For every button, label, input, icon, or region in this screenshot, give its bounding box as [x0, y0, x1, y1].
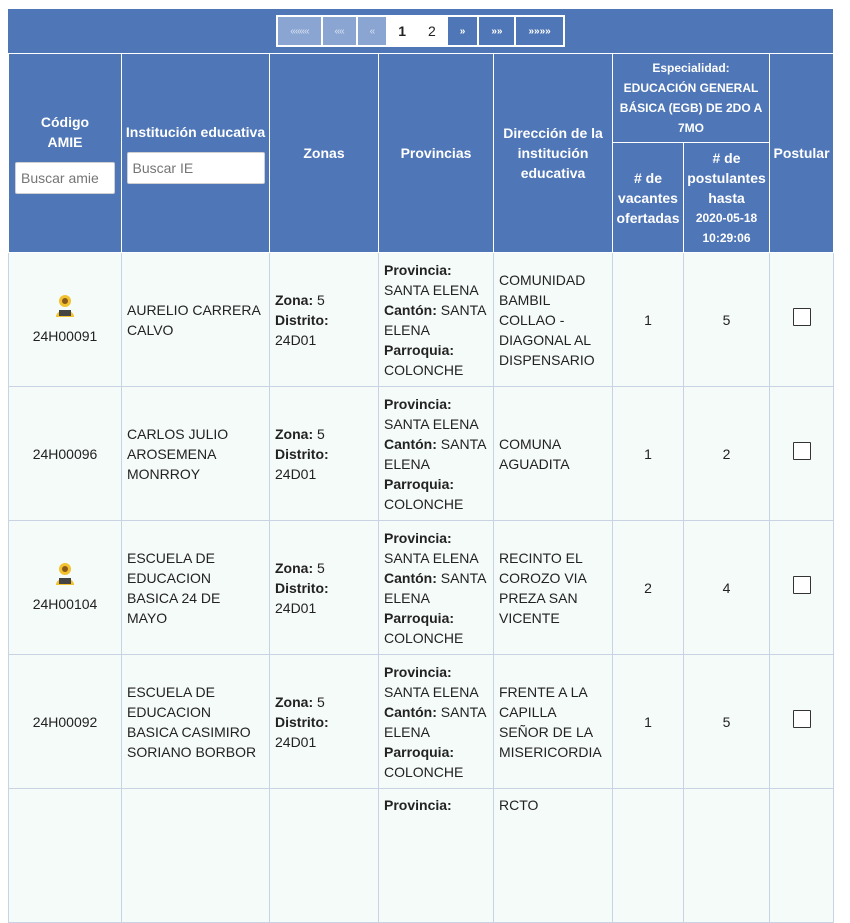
col-postulantes — [684, 143, 770, 253]
page-2-button[interactable]: 2 — [418, 17, 448, 45]
cell-direccion — [494, 387, 613, 521]
col-postulantes-date: 2020-05-18 10:29:06 — [695, 210, 758, 245]
distrito-label: Distrito: — [275, 445, 329, 462]
distrito-label: Distrito: — [275, 713, 329, 730]
canton-label: Cantón: — [384, 569, 437, 586]
cell-institucion — [122, 521, 270, 655]
provincia-label: Provincia: — [384, 261, 452, 278]
cell-vacantes: 1 — [613, 253, 684, 387]
amie-code: 24H00092 — [32, 713, 98, 730]
institucion-name: ESCUELA DE EDUCACION BASICA CASIMIRO SORIANO BORBOR — [127, 683, 257, 760]
prev-block-button[interactable]: «« — [323, 17, 358, 45]
cell-postular — [770, 253, 834, 387]
user-avatar-icon — [54, 562, 76, 586]
cell-postular — [770, 655, 834, 789]
cell-zonas — [270, 387, 379, 521]
cell-direccion — [494, 521, 613, 655]
col-institucion-label: Institución educativa — [125, 124, 266, 140]
provincia-label: Provincia: — [384, 395, 452, 412]
col-especialidad — [613, 54, 770, 143]
cell-postular — [770, 521, 834, 655]
direccion-text: RCTO — [499, 797, 539, 813]
cell-institucion — [122, 655, 270, 789]
search-ie-input[interactable] — [127, 152, 265, 184]
cell-amie — [9, 253, 122, 387]
cell-direccion — [494, 655, 613, 789]
cell-provincias — [379, 253, 494, 387]
provincia-label: Provincia: — [384, 797, 452, 813]
vacantes-table-body — [9, 253, 834, 923]
postular-checkbox[interactable] — [793, 308, 811, 326]
table-row — [9, 655, 834, 789]
provincia-value: SANTA ELENA — [384, 549, 479, 566]
canton-value: SANTA ELENA — [384, 435, 486, 472]
cell-vacantes: 1 — [613, 655, 684, 789]
distrito-value: 24D01 — [275, 733, 317, 750]
vacantes-table — [8, 53, 834, 923]
page-1-button[interactable]: 1 — [388, 17, 418, 45]
cell-vacantes: 2 — [613, 521, 684, 655]
col-codigo-amie — [9, 54, 122, 253]
provincia-value: SANTA ELENA — [384, 281, 479, 298]
cell-vacantes — [613, 789, 684, 923]
cell-amie — [9, 521, 122, 655]
col-postulantes-label: # de postulantes hasta — [687, 149, 766, 206]
parroquia-value: COLONCHE — [384, 763, 464, 780]
cell-provincias — [379, 387, 494, 521]
cell-institucion — [122, 387, 270, 521]
col-provincias: Provincias — [379, 54, 494, 253]
institucion-name: CARLOS JULIO AROSEMENA MONRROY — [127, 425, 229, 482]
institucion-name: AURELIO CARRERA CALVO — [127, 301, 261, 338]
first-page-button[interactable]: «««« — [278, 17, 322, 45]
user-avatar-icon — [54, 294, 76, 318]
postular-checkbox[interactable] — [793, 576, 811, 594]
canton-value: SANTA ELENA — [384, 569, 486, 606]
zona-value: 5 — [317, 559, 325, 576]
cell-provincias — [379, 789, 494, 923]
cell-postulantes: 5 — [684, 655, 770, 789]
cell-zonas — [270, 655, 379, 789]
zona-value: 5 — [317, 291, 325, 308]
provincia-label: Provincia: — [384, 529, 452, 546]
distrito-value: 24D01 — [275, 331, 317, 348]
table-row — [9, 387, 834, 521]
cell-institucion — [122, 789, 270, 923]
col-postular: Postular — [770, 54, 834, 253]
col-vacantes: # de vacantes ofertadas — [613, 143, 684, 253]
parroquia-label: Parroquia: — [384, 609, 455, 626]
cell-zonas — [270, 253, 379, 387]
cell-provincias — [379, 655, 494, 789]
canton-value: SANTA ELENA — [384, 301, 486, 338]
parroquia-label: Parroquia: — [384, 341, 455, 358]
cell-provincias — [379, 521, 494, 655]
parroquia-label: Parroquia: — [384, 475, 455, 492]
cell-postulantes: 2 — [684, 387, 770, 521]
canton-value: SANTA ELENA — [384, 703, 486, 740]
zona-label: Zona: — [275, 425, 314, 442]
table-row — [9, 521, 834, 655]
table-row — [9, 789, 834, 923]
col-direccion: Dirección de la institución educativa — [494, 54, 613, 253]
cell-institucion — [122, 253, 270, 387]
zona-label: Zona: — [275, 559, 314, 576]
col-codigo-label: Código — [40, 114, 90, 130]
next-block-button[interactable]: »» — [479, 17, 516, 45]
postular-checkbox[interactable] — [793, 710, 811, 728]
canton-label: Cantón: — [384, 703, 437, 720]
direccion-text: RECINTO EL COROZO VIA PREZA SAN VICENTE — [499, 549, 587, 626]
zona-value: 5 — [317, 425, 325, 442]
amie-code: 24H00104 — [32, 595, 98, 612]
parroquia-value: COLONCHE — [384, 361, 464, 378]
distrito-value: 24D01 — [275, 599, 317, 616]
amie-code: 24H00091 — [32, 327, 98, 344]
zona-value: 5 — [317, 693, 325, 710]
especialidad-name: EDUCACIÓN GENERAL BÁSICA (EGB) DE 2DO A 7MO — [619, 81, 763, 135]
cell-postular — [770, 789, 834, 923]
cell-direccion — [494, 789, 613, 923]
cell-postular — [770, 387, 834, 521]
postulacion-panel — [8, 9, 833, 923]
zona-label: Zona: — [275, 693, 314, 710]
table-row — [9, 253, 834, 387]
distrito-value: 24D01 — [275, 465, 317, 482]
institucion-name: ESCUELA DE EDUCACION BASICA 24 DE MAYO — [127, 549, 221, 626]
parroquia-value: COLONCHE — [384, 629, 464, 646]
cell-postulantes: 4 — [684, 521, 770, 655]
cell-amie — [9, 387, 122, 521]
direccion-text: FRENTE A LA CAPILLA SEÑOR DE LA MISERICORDIA — [499, 683, 602, 760]
canton-label: Cantón: — [384, 301, 437, 318]
last-page-button[interactable]: »»»» — [516, 17, 562, 45]
distrito-label: Distrito: — [275, 311, 329, 328]
zona-label: Zona: — [275, 291, 314, 308]
canton-label: Cantón: — [384, 435, 437, 452]
parroquia-label: Parroquia: — [384, 743, 455, 760]
provincia-label: Provincia: — [384, 663, 452, 680]
cell-amie — [9, 789, 122, 923]
next-page-button[interactable]: » — [448, 17, 480, 45]
provincia-value: SANTA ELENA — [384, 415, 479, 432]
especialidad-title: Especialidad: — [652, 61, 730, 75]
cell-zonas — [270, 521, 379, 655]
cell-postulantes — [684, 789, 770, 923]
direccion-text: COMUNA AGUADITA — [499, 435, 570, 472]
search-amie-input[interactable] — [15, 162, 115, 194]
distrito-label: Distrito: — [275, 579, 329, 596]
pagination-bar — [8, 9, 833, 53]
cell-zonas — [270, 789, 379, 923]
pagination — [276, 15, 564, 47]
cell-vacantes: 1 — [613, 387, 684, 521]
col-institucion — [122, 54, 270, 253]
parroquia-value: COLONCHE — [384, 495, 464, 512]
direccion-text: COMUNIDAD BAMBIL COLLAO - DIAGONAL AL DISPENSARIO — [499, 271, 595, 368]
col-amie-label: AMIE — [47, 134, 83, 150]
col-zonas: Zonas — [270, 54, 379, 253]
prev-page-button[interactable]: « — [358, 17, 389, 45]
postular-checkbox[interactable] — [793, 442, 811, 460]
provincia-value: SANTA ELENA — [384, 683, 479, 700]
amie-code: 24H00096 — [32, 445, 98, 462]
cell-amie — [9, 655, 122, 789]
cell-direccion — [494, 253, 613, 387]
cell-postulantes: 5 — [684, 253, 770, 387]
